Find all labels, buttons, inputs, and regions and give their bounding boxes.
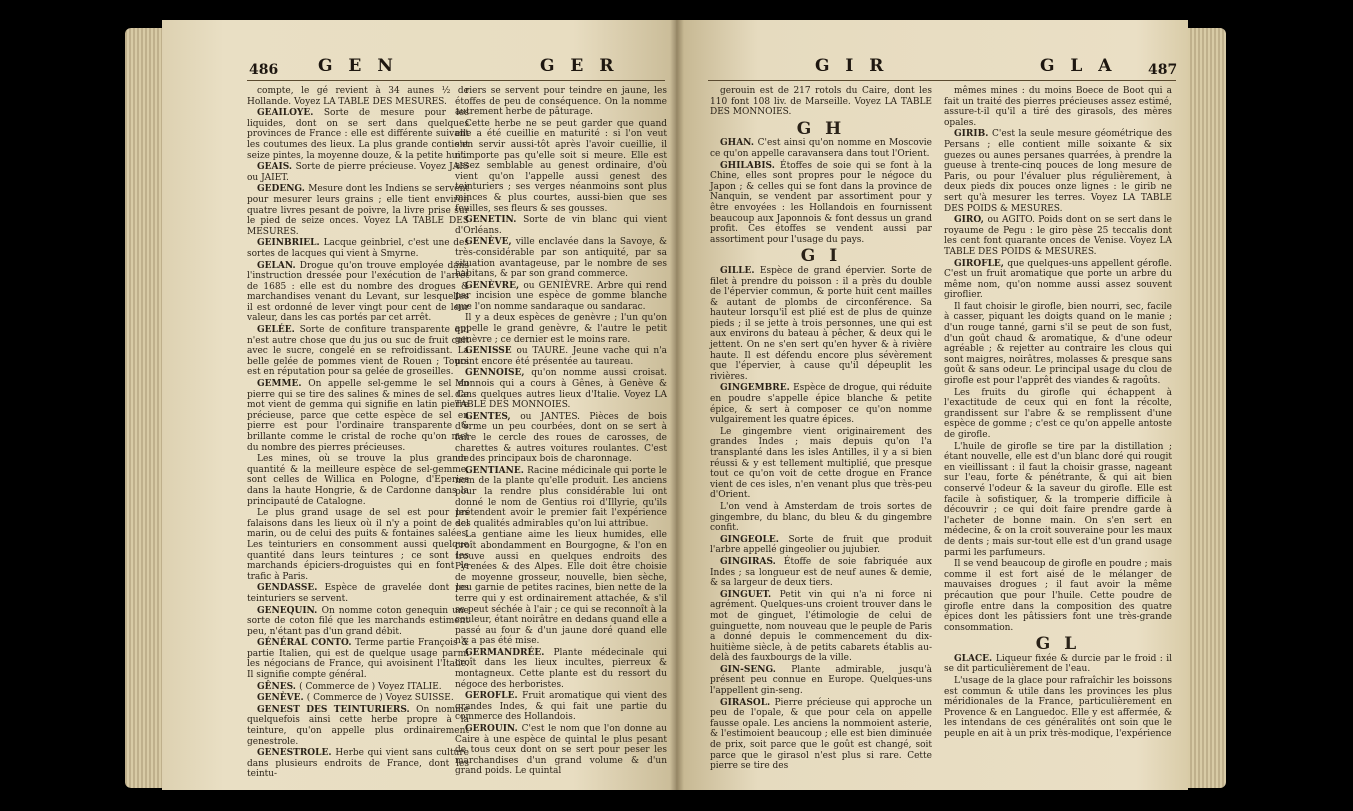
dictionary-entry	[944, 388, 1172, 441]
dictionary-entry	[455, 724, 667, 777]
dictionary-entry	[710, 383, 932, 425]
entry-headword: GEDENG.	[257, 184, 309, 195]
dictionary-entry	[455, 691, 667, 723]
entry-text: ( Commerce de ) Voyez ITALIE.	[299, 681, 442, 692]
entry-text: Les mines, où se trouve la plus grande quantité & la meilleure espèce de sel-gemme, sont celles de Willica en Pologne, d'Eperies dans la haute Hongrie, & de Cardonne dans la principauté de Catalogne.	[247, 454, 469, 507]
entry-text: Plante admirable, jusqu'à présent peu connue en Europe. Quelques-uns l'appellent gin-seng.	[710, 664, 932, 697]
book-gutter	[670, 20, 684, 790]
entry-headword: GÉNÉRAL CONTO.	[257, 638, 356, 649]
entry-text: Terme partie François & partie Italien, qui est de quelque usage parmi les négocians de France, qui avoisinent l'Italie. Il signifie compte général.	[247, 638, 470, 681]
entry-text: Sorte de mesure pour les liquides, dont on se sert dans quelques provinces de France : elle est différente suivant les coutumes des lieux. La plus grande contient seize pintes, la moyenne douze, & la petite huit.	[247, 108, 469, 161]
entry-text: Liqueur fixée & durcie par le froid : il se dit particulièrement de l'eau.	[944, 653, 1173, 675]
entry-text: Sorte de confiture transparente qui n'est autre chose que du jus ou suc de fruit cuit avec le sucre, congelé en se refroidissant. La belle gelée de pommes vient de Rouen ; Tours est en réputation pour sa gelée de groseilles.	[247, 325, 469, 378]
dictionary-entry	[247, 108, 469, 161]
right-page-number: 487	[1148, 62, 1178, 78]
entry-text: mêmes mines : du moins Boece de Boot qui a fait un traité des pierres précieuses assez estimé, assure-t-il qu'il a tiré des girasols, des mères opales.	[944, 86, 1172, 128]
dictionary-entry	[710, 590, 932, 664]
entry-headword: GLACE.	[954, 653, 996, 664]
entry-headword: GINGEMBRE.	[720, 383, 794, 394]
entry-headword: GIRIB.	[954, 129, 993, 140]
entry-headword: GEMME.	[257, 379, 309, 390]
entry-headword: GIRASOL.	[720, 697, 775, 708]
dictionary-entry	[455, 466, 667, 530]
entry-text: Cette herbe ne se peut garder que quand elle a été cueillie en maturité : si l'on veut s'en servir aussi-tôt après l'avoir cueillie, il n'importe pas qu'elle soit si meure. Elle est assez semblable au genest ordinaire, d'où vient qu'on l'appelle aussi genest des teinturiers ; ses verges néanmoins sont plus minces & plus courtes, aussi-bien que ses feuilles, ses fleurs & ses gousses.	[455, 118, 667, 214]
entry-headword: GENNOISE,	[465, 368, 532, 379]
dictionary-entry	[710, 266, 932, 383]
entry-text: Mesure dont les Indiens se servent pour mesurer leurs grains ; elle tient environ quatre livres pesant de poivre, la livre prise sur le pied de seize onces. Voyez LA TABLE DES MESURES.	[247, 184, 469, 237]
right-column-2	[944, 86, 1172, 766]
entry-text: Herbe qui vient sans culture dans plusieurs endroits de France, dont les teintu-	[247, 748, 469, 780]
dictionary-entry	[455, 530, 667, 647]
dictionary-entry	[247, 454, 469, 507]
entry-headword: GEAIS.	[257, 162, 296, 173]
entry-headword: GIRO,	[954, 215, 988, 226]
entry-text: Drogue qu'on trouve employée dans l'instruction dressée pour l'exécution de l'arrêt de 1685 : elle est du nombre des drogues & marchandises venant du Levant, sur lesquelles il est ordonné de lever vingt pour cent de leur valeur, dans les cas portés par cet arrêt.	[247, 260, 469, 324]
dictionary-entry	[944, 559, 1172, 633]
entry-text: gerouin est de 217 rotols du Caire, dont les 110 font 108 liv. de Marseille. Voyez LA TABLE DES MONNOIES.	[710, 86, 932, 118]
entry-text: Espèce de drogue, qui réduite en poudre s'appelle épice blanche & petite épice, & sert à composer ce qu'on nomme vulgairement les quatre épices.	[710, 383, 933, 426]
dictionary-entry	[455, 281, 667, 313]
entry-headword: GENETIN.	[465, 215, 524, 226]
entry-text: Le gingembre vient originairement des grandes Indes ; mais depuis qu'on l'a transplanté dans les isles Antilles, il y a si bien réussi & y est tellement multiplié, que presque tout ce qu'on voit de cette drogue en France vient de ces isles, n'en venant plus que très-peu d'Orient.	[710, 426, 932, 501]
dictionary-entry	[247, 583, 469, 604]
dictionary-entry	[247, 748, 469, 780]
dictionary-entry	[247, 162, 469, 183]
entry-text: C'est la seule mesure géométrique des Persans ; elle contient mille soixante & six guezes ou aunes persanes quarrées, à prendre la gueuse à trente-cinq pouces de long mesure de Paris, ou pour l'évaluer plus régulièrement, à deux pieds dix pouces onze lignes : le girib ne sert qu'à mesurer les terres. Voyez LA TABLE DES POIDS & MESURES.	[944, 129, 1172, 214]
entry-text: Lacque geinbriel, c'est une des sortes de lacques qui vient à Smyrne.	[247, 238, 470, 259]
section-heading: G L	[1035, 634, 1081, 655]
dictionary-entry	[247, 705, 469, 747]
left-header-rule	[247, 80, 665, 81]
entry-text: On nomme coton genequin une sorte de coton filé que les marchands estiment peu, n'étant pas d'un grand débit.	[247, 605, 469, 637]
entry-headword: GELAN.	[257, 260, 300, 271]
entry-text: ville enclavée dans la Savoye, & très-considérable par son antiquité, par sa situation avantageuse, par le nombre de ses habitans, & par son grand commerce.	[455, 237, 667, 280]
dictionary-entry	[710, 502, 932, 534]
entry-text: Il faut choisir le girofle, bien nourri, sec, facile à casser, piquant les doigts quand on le manie ; d'un rouge tanné, garni s'il se peut de son fust, d'un goût chaud & aromatique, & d'une odeur agréable ; & rejetter au contraire les clous qui sont maigres, noirâtres, molasses & presque sans goût & sans odeur. Le principal usage du clou de girofle est pour l'apprêt des viandes & ragoûts.	[944, 301, 1172, 387]
entry-text: C'est le nom que l'on donne au Caire à une espèce de quintal le plus pesant de tous ceux dont on se sert pour peser les marchandises d'un grand volume & d'un grand poids. Le quintal	[455, 724, 667, 777]
entry-headword: GERMANDRÉE.	[465, 647, 554, 658]
entry-text: L'huile de girofle se tire par la distillation ; étant nouvelle, elle est d'un blanc doré qui rougit en vieillissant : il faut la choisir grasse, nageant sur l'eau, forte & pénétrante, & qui ait bien conservé l'odeur & la saveur du girofle. Elle est facile à sofistiquer, & la tromperie difficile à découvrir ; ce qui doit faire prendre garde à l'acheter de bonne main. On s'en sert en médecine, & on la croit souveraine pour les maux de dents ; mais sur-tout elle est d'un grand usage parmi les parfumeurs.	[944, 441, 1172, 558]
dictionary-entry	[944, 442, 1172, 559]
entry-headword: GEAILOYE.	[257, 108, 324, 119]
left-column-2	[455, 86, 668, 777]
dictionary-entry	[944, 86, 1172, 128]
entry-headword: GINGEOLE.	[720, 534, 789, 545]
dictionary-entry	[247, 379, 469, 453]
entry-text: que quelques-uns appellent gérofle. C'est un fruit aromatique que porte un arbre du même nom, qu'on nomme aussi assez souvent giroflier.	[944, 258, 1172, 301]
dictionary-entry	[455, 368, 667, 410]
dictionary-entry	[247, 261, 469, 325]
entry-headword: GILLE.	[720, 265, 760, 276]
dictionary-entry	[247, 606, 469, 638]
entry-text: L'usage de la glace pour rafraîchir les boissons est commun & utile dans les provinces les plus méridionales de la France, particulièrement en Provence & en Languedoc. Elle y est affermée, & les intendans de ces généralités ont soin que le peuple en ait à un prix très-modique, l'expérience	[944, 676, 1172, 740]
entry-headword: GENISSE	[465, 346, 517, 357]
dictionary-entry	[710, 86, 932, 118]
left-page-edges	[125, 28, 167, 788]
entry-text: Sorte de vin blanc qui vient d'Orléans.	[455, 215, 667, 236]
dictionary-entry	[710, 698, 932, 772]
entry-text: C'est ainsi qu'on nomme en Moscovie ce qu'on appelle caravansera dans tout l'Orient.	[710, 138, 932, 159]
entry-headword: GENÈVRE,	[465, 280, 524, 291]
entry-text: Espèce de grand épervier. Sorte de filet à prendre du poisson : il a près du double de l'épervier commun, & porte huit cent mailles & autant de plombs de circonférence. Sa hauteur lorsqu'il est plié est de plus de quinze pieds ; il se jette à trois personnes, une qui est aux environs du bateau à pêcher, & deux qui le jettent. On ne s'en sert qu'en hyver & à rivière haute. Il est défendu encore plus sévèrement que l'épervier, à cause qu'il dépeuplit les rivières.	[710, 265, 932, 382]
entry-headword: GIROFLE,	[954, 258, 1008, 269]
entry-text: ou AGITO. Poids dont on se sert dans le royaume de Pegu : le giro pèse 25 teccalis dont les cent font quarante onces de Venise. Voyez LA TABLE DES POIDS & MESURES.	[944, 215, 1172, 257]
right-header-right: G L A	[1040, 56, 1117, 76]
dictionary-entry	[247, 325, 469, 378]
left-header-right: G E R	[540, 56, 619, 76]
entry-headword: GENÈVE,	[465, 237, 516, 248]
entry-text: Fruit aromatique qui vient des grandes Indes, & qui fait une partie du commerce des Hollandois.	[455, 691, 667, 723]
dictionary-entry	[247, 238, 469, 259]
entry-text: L'on vend à Amsterdam de trois sortes de gingembre, du blanc, du bleu & du gingembre confit.	[710, 501, 932, 534]
entry-text: ou TAURE. Jeune vache qui n'a point encore été présentée au taureau.	[455, 346, 667, 367]
dictionary-entry	[944, 129, 1172, 214]
entry-text: Plante médecinale qui croît dans les lieux incultes, pierreux & montagneux. Cette plante est du ressort du négoce des herboristes.	[455, 647, 667, 690]
entry-headword: GINGUET.	[720, 589, 780, 600]
dictionary-entry	[455, 412, 667, 465]
dictionary-entry	[710, 427, 932, 501]
dictionary-entry	[944, 302, 1172, 387]
dictionary-entry	[944, 676, 1172, 740]
right-header-rule	[708, 80, 1176, 81]
entry-headword: GENÈVE.	[257, 693, 307, 704]
entry-headword: GENEST DES TEINTURIERS.	[257, 704, 417, 715]
left-page-number: 486	[249, 62, 279, 78]
dictionary-entry	[247, 682, 469, 693]
right-header-left: G I R	[815, 56, 889, 76]
entry-text: Il se vend beaucoup de girofle en poudre ; mais comme il est fort aisé de le mélanger de mauvaises drogues ; il faut avoir la même précaution que pour l'huile. Cette poudre de girofle entre dans la composition des quatre épices dont les pâtissiers font une très-grande consommation.	[944, 559, 1172, 633]
section-heading: G H	[796, 118, 846, 139]
dictionary-entry	[710, 535, 932, 556]
entry-headword: GÊNES.	[257, 681, 300, 692]
dictionary-entry	[710, 665, 932, 697]
entry-text: ou GENIÈVRE. Arbre qui rend par incision une espèce de gomme blanche que l'on nomme sandaraque ou sandarac.	[455, 280, 667, 312]
entry-text: Il y a deux espèces de genèvre ; l'un qu'on appelle le grand genèvre, & l'autre le petit genèvre ; ce dernier est le moins rare.	[455, 313, 667, 345]
dictionary-entry	[455, 237, 667, 279]
dictionary-entry	[455, 119, 667, 214]
entry-text: Les fruits du girofle qui échappent à l'exactitude de ceux qui en font la récolte, grandissent sur l'abre & se remplissent d'une espèce de gomme ; c'est ce qu'on appelle antoste de girofle.	[944, 387, 1172, 440]
right-column-1	[710, 86, 933, 772]
dictionary-entry	[710, 161, 932, 246]
entry-headword: GHILABIS.	[720, 160, 781, 171]
entry-headword: GHAN.	[720, 138, 758, 149]
entry-headword: GEINBRIEL.	[257, 238, 324, 249]
entry-headword: GEROUIN.	[465, 724, 522, 735]
dictionary-entry	[455, 86, 667, 118]
dictionary-entry	[247, 184, 469, 237]
entry-headword: GENDASSE.	[257, 583, 325, 594]
entry-text: riers se servent pour teindre en jaune, les étoffes de peu de conséquence. On la nomme autrement herbe de pâturage.	[455, 86, 667, 118]
dictionary-entry	[455, 346, 667, 367]
left-header-left: G E N	[318, 56, 398, 76]
right-page-edges	[1184, 28, 1226, 788]
dictionary-entry	[247, 86, 469, 107]
entry-text: Étoffe de soie fabriquée aux Indes ; sa longueur est de neuf aunes & demie, & sa largeur de deux tiers.	[710, 556, 932, 589]
entry-text: compte, le gé revient à 34 aunes ½ de Hollande. Voyez LA TABLE DES MESURES.	[247, 86, 469, 107]
entry-headword: GELÉE.	[257, 325, 300, 336]
entry-headword: GENTIANE.	[465, 465, 528, 476]
entry-text: Racine médicinale qui porte le nom de la plante qu'elle produit. Les anciens pour la rendre plus considérable lui ont donné le nom de Gentius roi d'Illyrie, qu'ils prétendent avoir le premier fait l'expérience des qualités admirables qu'on lui attribue.	[455, 465, 668, 529]
entry-text: Espèce de gravelée dont les teinturiers se servent.	[247, 583, 469, 604]
dictionary-entry	[247, 508, 469, 582]
entry-headword: GEROFLE.	[465, 691, 523, 702]
entry-headword: GIN-SENG.	[720, 664, 792, 675]
dictionary-entry	[247, 693, 469, 704]
section-heading: G I	[800, 246, 842, 267]
dictionary-entry	[944, 654, 1172, 675]
entry-text: Pierre précieuse qui approche un peu de l'opale, & que pour cela on appelle fausse opale. Les anciens la nommoient asterie, & l'estimoient beaucoup ; elle est bien diminuée de prix, soit parce que le goût est changé, soit parce que le girasol n'est plus si rare. Cette pierre se tire des	[710, 697, 933, 772]
entry-text: Le plus grand usage de sel est pour les falaisons dans les lieux où il n'y a point de sel marin, ou de celui des puits & fontaines salées. Les teinturiers en consomment aussi quelque quantité dans leurs teintures ; ce sont les marchands épiciers-droguistes qui en font le trafic à Paris.	[247, 508, 469, 582]
dictionary-entry	[247, 638, 469, 680]
entry-text: ou JANTES. Pièces de bois d'orme un peu courbées, dont on se sert à faire le cercle des roues de carosses, de charettes & autres voitures roulantes. C'est un des principaux bois de charonnage.	[455, 411, 667, 465]
dictionary-entry	[710, 138, 932, 159]
dictionary-entry	[944, 215, 1172, 257]
dictionary-entry	[710, 557, 932, 589]
entry-text: On nomme quelquefois ainsi cette herbe propre à la teinture, qu'on appelle plus ordinairement genestrole.	[247, 704, 469, 747]
entry-text: On appelle sel-gemme le sel en pierre qui se tire des salines & mines de sel. Ce mot vient de gemma qui signifie en latin pierre précieuse, parce que cette espèce de sel en pierre est pour l'ordinaire transparente & brillante comme le cristal de roche qu'on met du nombre des pierres précieuses.	[247, 379, 469, 453]
entry-text: Sorte de pierre précieuse. Voyez JAIS ou JAIET.	[247, 162, 469, 183]
dictionary-entry	[455, 215, 667, 236]
entry-text: La gentiane aime les lieux humides, elle croît abondamment en Bourgogne, & l'on en trouve aussi en quelques endroits des Pyrenées & des Alpes. Elle doit être choisie de moyenne grosseur, nouvelle, bien sèche, peu garnie de petites racines, bien nette de la terre qui y est ordinairement attachée, & s'il se peut séchée à l'air ; ce qui se reconnoît à la couleur, étant noirâtre en dedans quand elle a passé au four & d'un jaune doré quand elle n'y a pas été mise.	[455, 530, 667, 647]
dictionary-entry	[455, 648, 667, 690]
entry-text: ( Commerce de ) Voyez SUISSE.	[306, 693, 454, 704]
entry-text: qu'on nomme aussi croisat. Monnois qui a cours à Gênes, à Genève & dans quelques autres lieux d'Italie. Voyez LA TABLE DES MONNOIES.	[455, 368, 667, 411]
entry-text: Petit vin qui n'a ni force ni agrément. Quelques-uns croient trouver dans le mot de ginguet, l'étimologie de celui de guinguette, nom nouveau que le peuple de Paris a donné depuis le commencement du dix-huitième siècle, à de petits cabarets établis au-delà des fauxbourgs de la ville.	[710, 589, 933, 664]
entry-headword: GENTES,	[465, 411, 521, 422]
entry-headword: GENESTROLE.	[257, 748, 336, 759]
dictionary-entry	[455, 313, 667, 345]
entry-text: Étoffes de soie qui se font à la Chine, elles sont propres pour le négoce du Japon ; & celles qui se font dans la province de Nanquin, se vendent par assortiment pour y être envoyées : les Hollandois en fournissent beaucoup aux Japonnois & font dessus un grand profit. Ces étoffes se vendent aussi par assortiment pour l'usage du pays.	[710, 160, 932, 245]
entry-headword: GINGIRAS.	[720, 556, 784, 567]
left-column-1	[247, 86, 470, 780]
entry-text: Sorte de fruit que produit l'arbre appellé gingeolier ou jujubier.	[710, 534, 933, 556]
dictionary-entry	[944, 259, 1172, 301]
entry-headword: GENEQUIN.	[257, 605, 322, 616]
